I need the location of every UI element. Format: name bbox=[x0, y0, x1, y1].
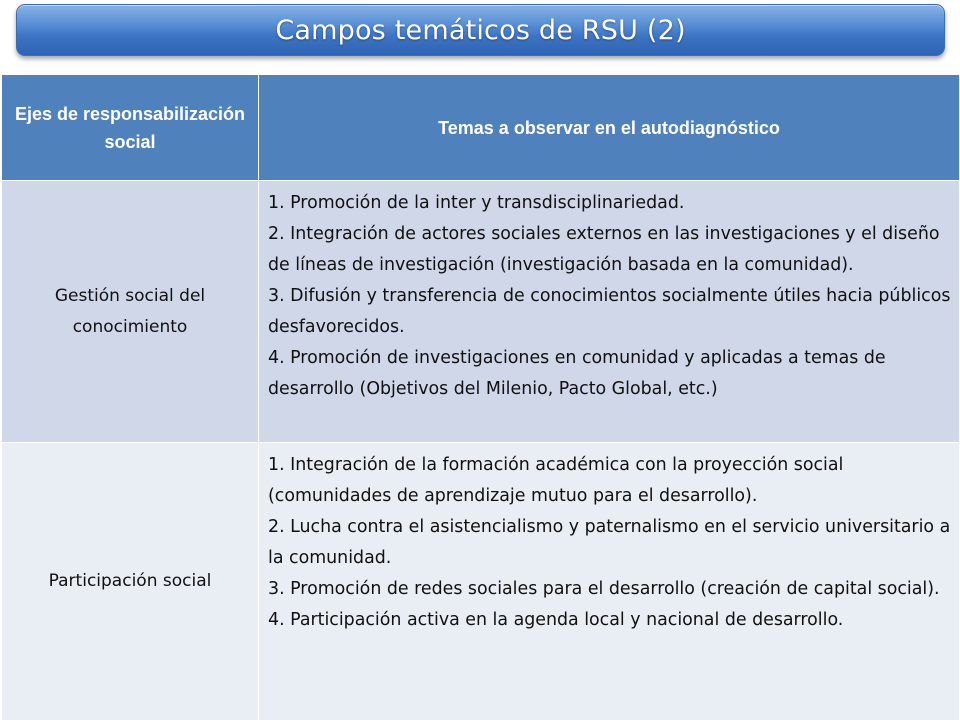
topic-item: 3. Difusión y transferencia de conocimientos socialmente útiles hacia públicos desfavorecidos. bbox=[268, 286, 951, 337]
topic-item: 2. Lucha contra el asistencialismo y paternalismo en el servicio universitario a la comunidad. bbox=[268, 517, 951, 568]
themes-table bbox=[1, 74, 960, 720]
header-topics: Temas a observar en el autodiagnóstico bbox=[259, 75, 960, 181]
table-row bbox=[2, 181, 960, 443]
topic-item: 1. Integración de la formación académica con la proyección social (comunidades de aprendizaje mutuo para el desarrollo). bbox=[268, 455, 844, 506]
title-banner bbox=[16, 4, 945, 56]
topic-item: 4. Promoción de investigaciones en comunidad y aplicadas a temas de desarrollo (Objetivos del Milenio, Pacto Global, etc.) bbox=[268, 348, 886, 399]
table-row bbox=[2, 443, 960, 720]
topic-item: 4. Participación activa en la agenda local y nacional de desarrollo. bbox=[268, 610, 844, 630]
header-axis: Ejes de responsabilización social bbox=[2, 75, 259, 181]
axis-cell: Gestión social del conocimiento bbox=[2, 181, 259, 443]
topic-item: 3. Promoción de redes sociales para el desarrollo (creación de capital social). bbox=[268, 579, 940, 599]
topics-cell bbox=[259, 443, 960, 720]
table-header-row bbox=[2, 75, 960, 181]
topics-cell bbox=[259, 181, 960, 443]
topic-item: 1. Promoción de la inter y transdisciplinariedad. bbox=[268, 193, 685, 213]
slide-title: Campos temáticos de RSU (2) bbox=[275, 14, 686, 46]
axis-cell: Participación social bbox=[2, 443, 259, 720]
topic-item: 2. Integración de actores sociales externos en las investigaciones y el diseño de líneas de investigación (investigación basada en la comunidad). bbox=[268, 224, 940, 275]
